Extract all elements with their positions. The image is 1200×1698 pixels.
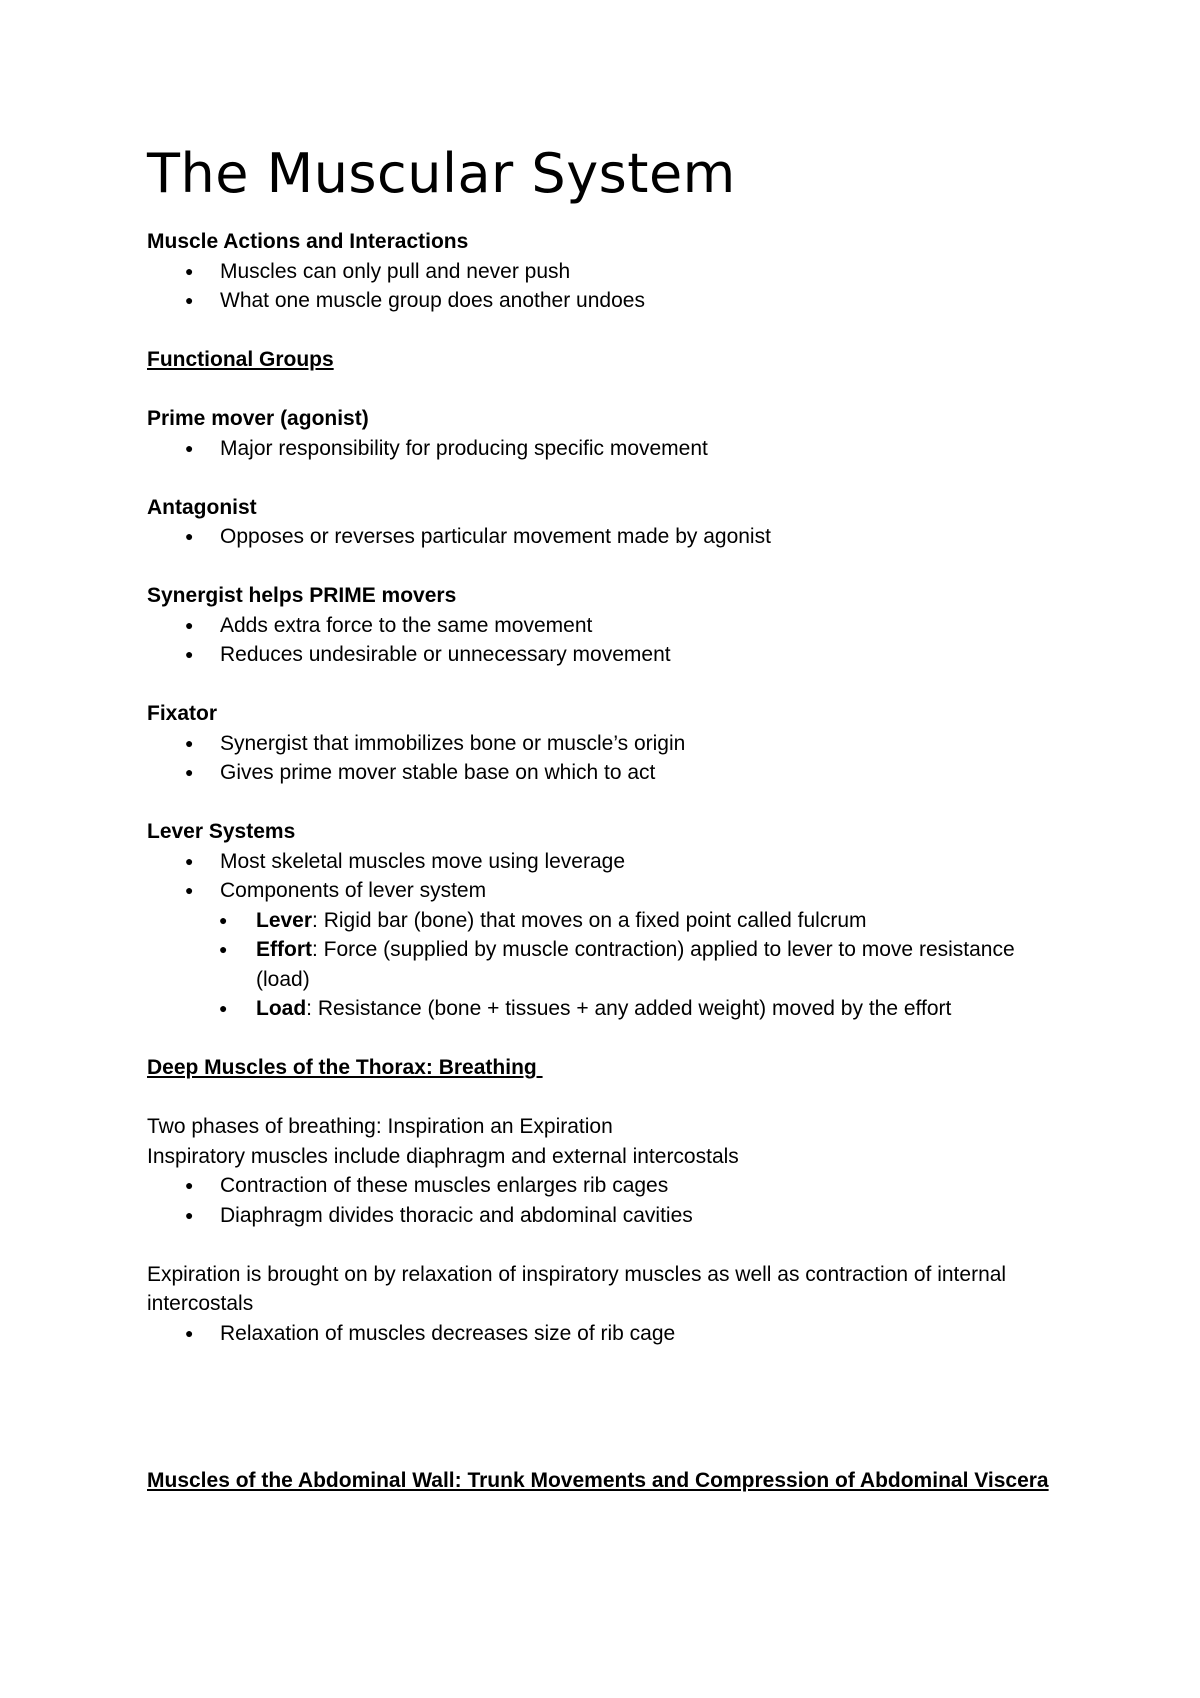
document-title: The Muscular System bbox=[147, 142, 736, 205]
term-definition: : Resistance (bone + tissues + any added weight) moved by the effort bbox=[306, 997, 952, 1020]
list-item: ● Opposes or reverses particular movement made by agonist bbox=[147, 522, 1067, 552]
document-body bbox=[147, 142, 1067, 1496]
list-item: ● Diaphragm divides thoracic and abdominal cavities bbox=[147, 1201, 1067, 1231]
term-definition: : Force (supplied by muscle contraction) applied to lever to move resistance (load) bbox=[256, 938, 1015, 991]
thorax-heading: Deep Muscles of the Thorax: Breathing bbox=[147, 1056, 543, 1079]
lever-components-list bbox=[147, 906, 1067, 1024]
list-item: ● Muscles can only pull and never push bbox=[147, 257, 1067, 287]
abdominal-heading: Muscles of the Abdominal Wall: Trunk Movements and Compression of Abdominal Viscera bbox=[147, 1469, 1049, 1492]
synergist-heading: Synergist helps PRIME movers bbox=[147, 584, 457, 607]
thorax-phases-text: Two phases of breathing: Inspiration an Expiration bbox=[147, 1115, 613, 1138]
list-item: ● Major responsibility for producing specific movement bbox=[147, 434, 1067, 464]
list-item: ● Adds extra force to the same movement bbox=[147, 611, 1067, 641]
term-load: Load bbox=[256, 997, 307, 1020]
list-item: ● Most skeletal muscles move using leverage bbox=[147, 847, 1067, 877]
fixator-heading: Fixator bbox=[147, 702, 218, 725]
list-item: ● Relaxation of muscles decreases size of rib cage bbox=[147, 1319, 1067, 1349]
term-definition: : Rigid bar (bone) that moves on a fixed point called fulcrum bbox=[312, 908, 867, 932]
prime-mover-list bbox=[147, 434, 1067, 464]
actions-list bbox=[147, 257, 1067, 316]
lever-systems-heading: Lever Systems bbox=[147, 820, 296, 843]
list-item: ● Components of lever system bbox=[147, 876, 1067, 906]
thorax-inspiratory-text: Inspiratory muscles include diaphragm and external intercostals bbox=[147, 1144, 739, 1168]
list-item: ● Gives prime mover stable base on which to act bbox=[147, 758, 1067, 788]
term-lever: Lever bbox=[256, 908, 313, 932]
list-item bbox=[147, 935, 1067, 994]
list-item: ● Synergist that immobilizes bone or muscle’s origin bbox=[147, 729, 1067, 759]
expiration-list bbox=[147, 1319, 1067, 1349]
term-effort: Effort bbox=[256, 938, 312, 961]
synergist-list bbox=[147, 611, 1067, 670]
list-item: ● What one muscle group does another undoes bbox=[147, 286, 1067, 316]
thorax-list bbox=[147, 1171, 1067, 1230]
list-item: ● Reduces undesirable or unnecessary movement bbox=[147, 640, 1067, 670]
expiration-text: Expiration is brought on by relaxation of inspiratory muscles as well as contraction of internal intercostals bbox=[147, 1262, 1007, 1315]
fixator-list bbox=[147, 729, 1067, 788]
actions-heading: Muscle Actions and Interactions bbox=[147, 230, 469, 253]
lever-systems-list bbox=[147, 847, 1067, 906]
list-item: ● Contraction of these muscles enlarges rib cages bbox=[147, 1171, 1067, 1201]
antagonist-list bbox=[147, 522, 1067, 552]
antagonist-heading: Antagonist bbox=[147, 495, 257, 519]
list-item bbox=[147, 994, 1067, 1024]
prime-mover-heading: Prime mover (agonist) bbox=[147, 407, 369, 430]
list-item bbox=[147, 906, 1067, 936]
functional-groups-heading: Functional Groups bbox=[147, 348, 334, 371]
